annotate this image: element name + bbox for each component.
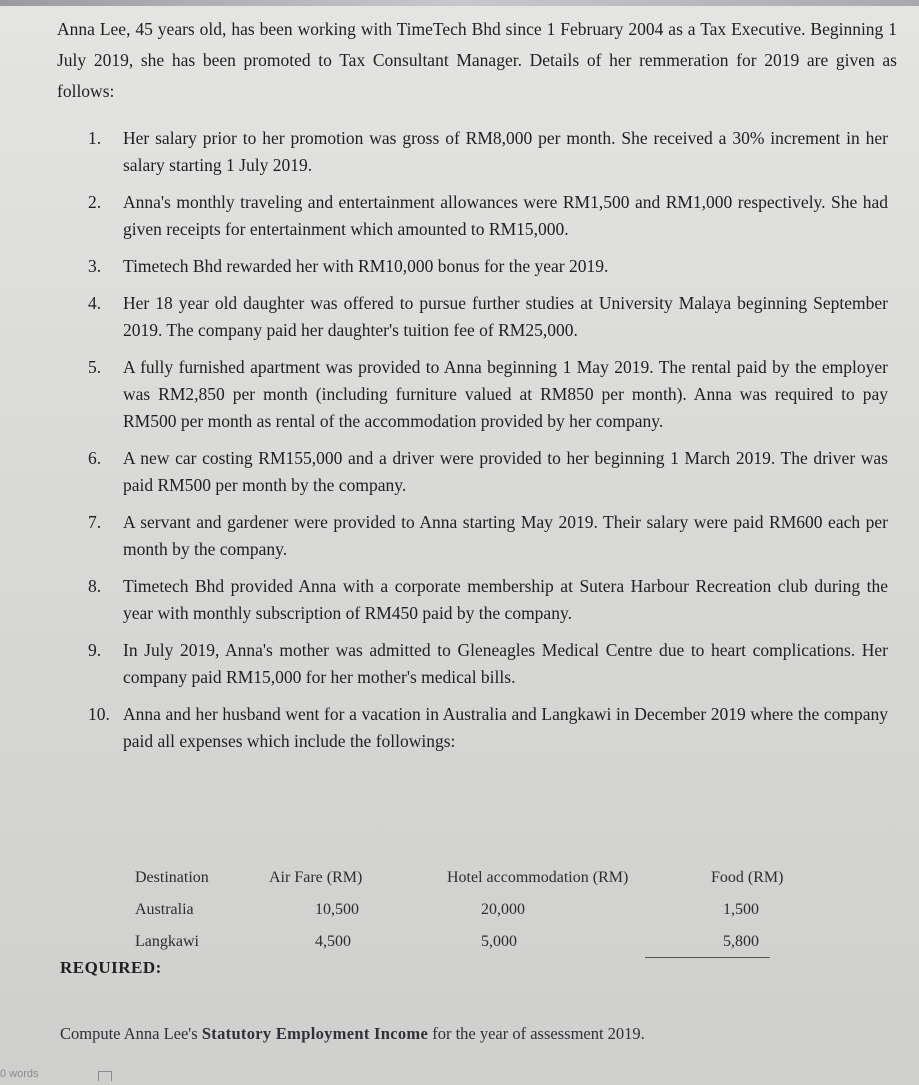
item-text: Anna and her husband went for a vacation in Australia and Langkawi in December 2019 where the company paid all expenses which include the followings:: [123, 704, 888, 751]
item-number: 1.: [88, 128, 102, 148]
cell-destination: Australia: [135, 901, 194, 918]
task-suffix: for the year of assessment 2019.: [428, 1024, 645, 1043]
table-row: [135, 926, 835, 958]
remuneration-list: [88, 125, 888, 765]
header-destination: Destination: [135, 869, 209, 886]
item-text: Timetech Bhd rewarded her with RM10,000 bonus for the year 2019.: [123, 256, 609, 276]
table-header-row: [135, 862, 835, 894]
intro-paragraph: [57, 14, 897, 107]
list-item: [88, 253, 888, 280]
cell-air-fare: 4,500: [315, 933, 351, 950]
list-item: [88, 637, 888, 691]
cell-air-fare: 10,500: [315, 901, 359, 918]
item-number: 6.: [88, 448, 102, 468]
list-item: [88, 573, 888, 627]
header-food: Food (RM): [711, 869, 784, 886]
top-border: [0, 0, 919, 6]
cell-food: 5,800: [723, 933, 759, 950]
task-prefix: Compute Anna Lee's: [60, 1024, 202, 1043]
required-heading: REQUIRED:: [60, 958, 162, 977]
intro-text: Anna Lee, 45 years old, has been working with TimeTech Bhd since 1 February 2004 as a Tax Executive. Beginning 1 July 2019, she has been promoted to Tax Consultant Manager. Details of her remmeration for 2019 are given as follows:: [57, 19, 897, 101]
list-item: [88, 189, 888, 243]
cell-hotel: 5,000: [481, 933, 517, 950]
list-item: [88, 290, 888, 344]
item-text: Anna's monthly traveling and entertainment allowances were RM1,500 and RM1,000 respectively. She had given receipts for entertainment which amounted to RM15,000.: [123, 192, 888, 239]
list-item: [88, 445, 888, 499]
item-text: A fully furnished apartment was provided to Anna beginning 1 May 2019. The rental paid by the employer was RM2,850 per month (including furniture valued at RM850 per month). Anna was required to pay RM500 per month as rental of the accommodation provided by her company.: [123, 357, 888, 431]
item-text: Her salary prior to her promotion was gross of RM8,000 per month. She received a 30% increment in her salary starting 1 July 2019.: [123, 128, 888, 175]
item-text: In July 2019, Anna's mother was admitted to Gleneagles Medical Centre due to heart complications. Her company paid RM15,000 for her mother's medical bills.: [123, 640, 888, 687]
list-item: [88, 125, 888, 179]
cell-food: 1,500: [723, 901, 759, 918]
item-number: 7.: [88, 512, 102, 532]
item-text: A servant and gardener were provided to Anna starting May 2019. Their salary were paid RM600 each per month by the company.: [123, 512, 888, 559]
list-item: [88, 701, 888, 755]
item-number: 10.: [88, 704, 110, 724]
item-number: 2.: [88, 192, 102, 212]
document-icon: [98, 1071, 112, 1081]
list-item: [88, 354, 888, 435]
word-count: 0 words: [0, 1068, 39, 1080]
header-air-fare: Air Fare (RM): [269, 869, 363, 886]
item-number: 9.: [88, 640, 102, 660]
item-number: 4.: [88, 293, 102, 313]
list-item: [88, 509, 888, 563]
item-text: A new car costing RM155,000 and a driver were provided to her beginning 1 March 2019. The driver was paid RM500 per month by the company.: [123, 448, 888, 495]
item-number: 8.: [88, 576, 102, 596]
task-bold-term: Statutory Employment Income: [201, 1024, 429, 1043]
item-number: 3.: [88, 256, 102, 276]
cell-destination: Langkawi: [135, 933, 199, 950]
item-text: Timetech Bhd provided Anna with a corporate membership at Sutera Harbour Recreation club during the year with monthly subscription of RM450 paid by the company.: [123, 576, 888, 623]
total-underline: [645, 957, 770, 958]
item-number: 5.: [88, 357, 102, 377]
cell-hotel: 20,000: [481, 901, 525, 918]
task-instruction: [60, 1024, 645, 1044]
table-row: [135, 894, 835, 926]
vacation-expenses-table: [135, 862, 835, 958]
item-text: Her 18 year old daughter was offered to pursue further studies at University Malaya beginning September 2019. The company paid her daughter's tuition fee of RM25,000.: [123, 293, 888, 340]
header-hotel: Hotel accommodation (RM): [447, 869, 629, 886]
